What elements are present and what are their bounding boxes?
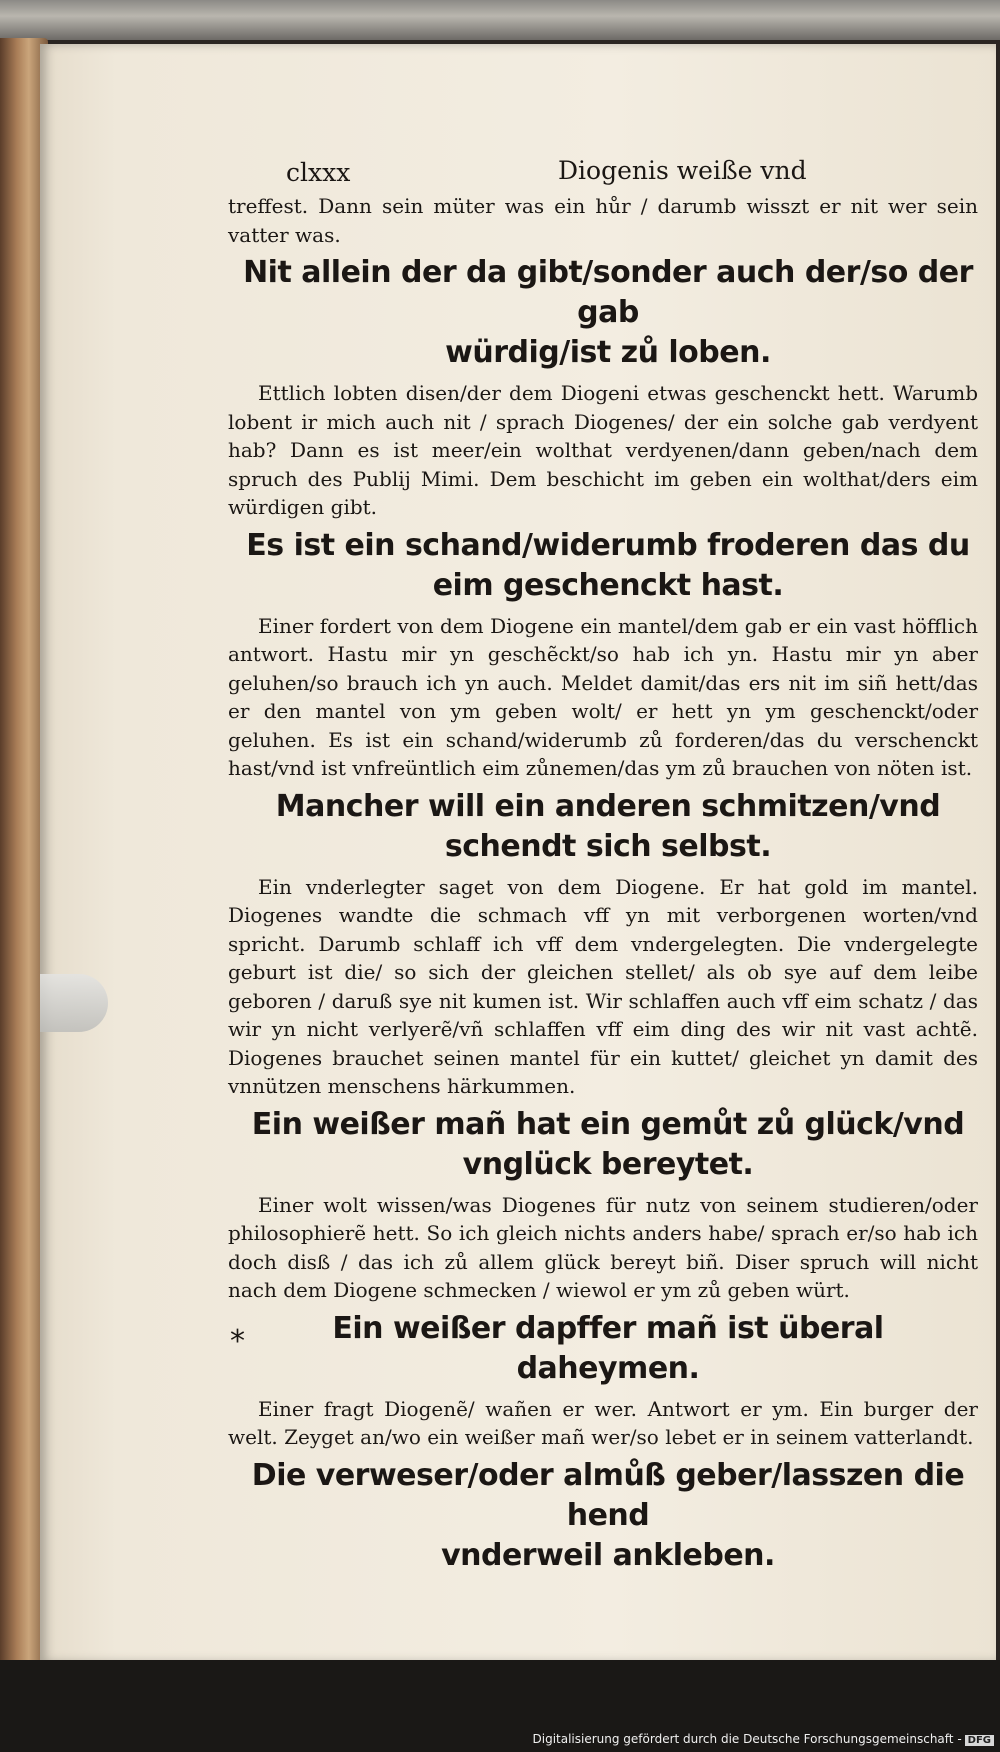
dfg-logo-badge: DFG	[965, 1735, 994, 1746]
section-body: Einer fragt Diogenẽ/ wañen er wer. Antwort er ym. Ein burger der welt. Zeyget an/wo ein weißer mañ wer/so lebet er in seinem vatterlandt.	[228, 1396, 978, 1449]
running-head	[228, 150, 978, 192]
digitization-credit	[533, 1732, 995, 1746]
section-heading: Die verweser/oder almůß geber/lasszen die hend vnderweil ankleben.	[251, 1457, 965, 1573]
folio-number: clxxx	[286, 158, 351, 187]
section-5	[228, 1309, 978, 1452]
section-2	[228, 526, 978, 783]
bookmark-tab	[40, 974, 108, 1032]
section-body: Ettlich lobten disen/der dem Diogeni etwas geschenckt hett. Warumb lobent ir mich auch nit / sprach Diogenes/ der ein solche gab verdyent hab? Dann es ist meer/ein wolthat verdyenen/dann geben/nach dem spruch des Publij Mimi. Dem beschicht im geben ein wolthat/ders eim würdigen gibt.	[228, 381, 978, 519]
credit-text: Digitalisierung gefördert durch die Deutsche Forschungsgemeinschaft -	[532, 1732, 962, 1746]
page-text	[228, 150, 978, 1582]
section-heading: Ein weißer mañ hat ein gemůt zů glück/vnd vnglück bereytet.	[251, 1106, 965, 1182]
section-4	[228, 1105, 978, 1305]
section-heading: Nit allein der da gibt/sonder auch der/so der gab würdig/ist zů loben.	[243, 255, 973, 370]
section-heading: Mancher will ein anderen schmitzen/vnd schendt sich selbst.	[275, 788, 941, 864]
section-heading: Ein weißer dapffer mañ ist überal daheymen.	[332, 1310, 884, 1386]
marginal-asterisk: *	[230, 1324, 245, 1359]
section-6	[228, 1456, 978, 1576]
running-title: Diogenis weiße vnd	[558, 156, 807, 185]
section-body: Einer fordert von dem Diogene ein mantel/dem gab er ein vast höfflich antwort. Hastu mir yn geschẽckt/so hab ich yn. Hastu mir yn aber geluhen/so brauch ich yn auch. Meldet damit/das ers nit im siñ hett/das er den mantel von ym geben wolt/ er hett yn ym geschenckt/oder geluhen. Es ist ein schand/widerumb zů forderen/das du verschenckt hast/vnd ist vnfreüntlich eim zůnemen/das ym zů brauchen von nöten ist.	[228, 613, 978, 780]
book-top-edge	[0, 0, 1000, 40]
section-body: Einer wolt wissen/was Diogenes für nutz von seinem studieren/oder philosophierẽ hett. So ich gleich nichts anders habe/ sprach er/so hab ich doch disß / das ich zů allem glück bereyt biñ. Diser spruch will nicht nach dem Diogene schmecken / wiewol er ym zů geben würt.	[228, 1192, 978, 1302]
section-body: Ein vnderlegter saget von dem Diogene. Er hat gold im mantel. Diogenes wandte die schmach vff yn mit verborgenen worten/vnd spricht. Darumb schlaff ich vff dem vndergelegten. Die vndergelegte geburt ist die/ so sich der gleichen stellet/ als ob sye auf dem leibe geboren / daruß sye nit kumen ist. Wir schlaffen auch vff eim schatz / das wir yn nicht verlyerẽ/vñ schlaffen vff eim ding des wir nit vast achtẽ. Diogenes brauchet seinen mantel für ein kuttet/ gleichet yn damit des vnnützen menschens härkummen.	[228, 874, 978, 1098]
opening-lines: treffest. Dann sein müter was ein hůr / darumb wisszt er nit wer sein vatter was.	[228, 194, 978, 247]
section-1	[228, 253, 978, 522]
section-heading: Es ist ein schand/widerumb froderen das du eim geschenckt hast.	[246, 527, 970, 603]
section-3	[228, 787, 978, 1101]
